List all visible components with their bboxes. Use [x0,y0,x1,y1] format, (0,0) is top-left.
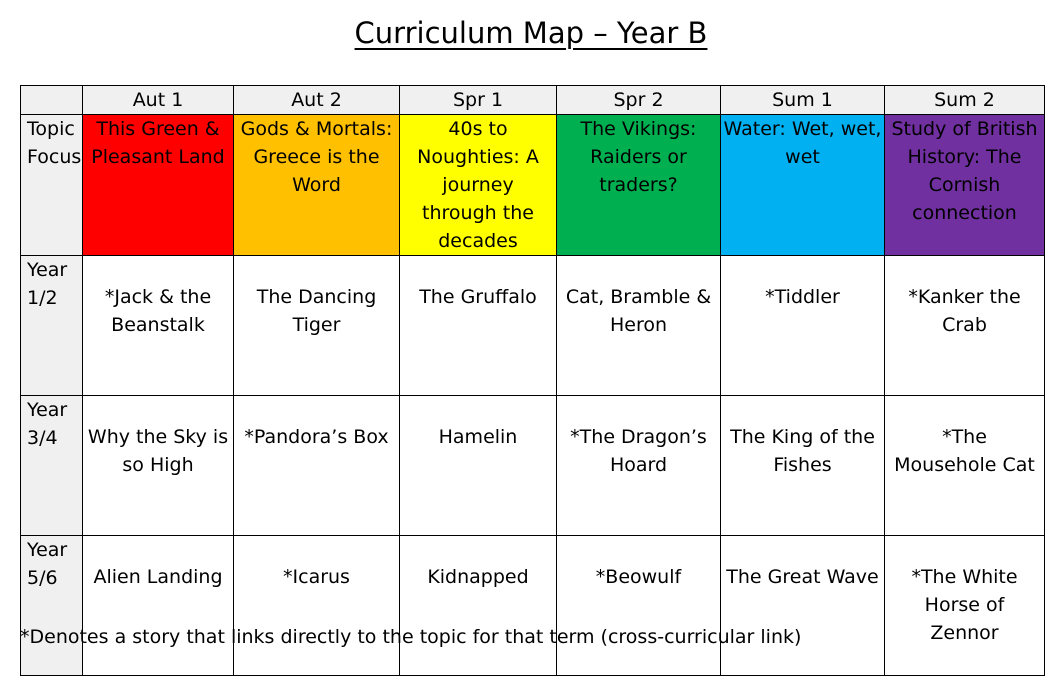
row-label-line: Year [27,539,68,561]
story-cell: Alien Landing [83,536,234,676]
story-cell: The Gruffalo [400,256,557,396]
row-label-line: Year [27,259,68,281]
row-label-line: Topic [27,118,75,140]
topic-cell: Water: Wet, wet, wet [721,115,885,256]
story-cell: *Jack & the Beanstalk [83,256,234,396]
topic-cell: This Green & Pleasant Land [83,115,234,256]
story-cell: Cat, Bramble & Heron [557,256,721,396]
topic-cell: Gods & Mortals: Greece is the Word [234,115,400,256]
story-cell: *Icarus [234,536,400,676]
row-label-line: Focus [27,146,82,168]
story-cell: The Dancing Tiger [234,256,400,396]
term-header-row [21,86,1045,115]
row-label-line: 1/2 [27,287,58,309]
topic-cell: Study of British History: The Cornish connection [885,115,1045,256]
topic-cell: The Vikings: Raiders or traders? [557,115,721,256]
story-cell: Why the Sky is so High [83,396,234,536]
year-row-3-4 [21,396,1045,536]
row-label-line: Year [27,399,68,421]
year-row-5-6 [21,536,1045,676]
term-header: Spr 1 [400,86,557,115]
row-label-line: 5/6 [27,567,58,589]
year-row-1-2 [21,256,1045,396]
story-cell: *Kanker the Crab [885,256,1045,396]
topic-focus-row [21,115,1045,256]
story-cell: *Tiddler [721,256,885,396]
row-label-year-1-2 [21,256,83,396]
row-label-line: 3/4 [27,427,58,449]
page-title-text: Curriculum Map – Year B [354,16,708,50]
term-header: Spr 2 [557,86,721,115]
row-label-year-3-4 [21,396,83,536]
page-title [0,14,1062,52]
corner-cell [21,86,83,115]
story-cell: *The Mousehole Cat [885,396,1045,536]
term-header: Sum 2 [885,86,1045,115]
story-cell: Hamelin [400,396,557,536]
story-cell: Kidnapped [400,536,557,676]
story-cell: *Pandora’s Box [234,396,400,536]
term-header: Aut 1 [83,86,234,115]
row-label-topic-focus [21,115,83,256]
term-header: Sum 1 [721,86,885,115]
curriculum-table [20,85,1045,676]
term-header: Aut 2 [234,86,400,115]
story-cell: The King of the Fishes [721,396,885,536]
row-label-year-5-6 [21,536,83,676]
footnote: *Denotes a story that links directly to the topic for that term (cross-curricular link) [20,626,802,648]
story-cell: *The White Horse of Zennor [885,536,1045,676]
topic-cell: 40s to Noughties: A journey through the decades [400,115,557,256]
story-cell: *Beowulf [557,536,721,676]
story-cell: *The Dragon’s Hoard [557,396,721,536]
story-cell: The Great Wave [721,536,885,676]
